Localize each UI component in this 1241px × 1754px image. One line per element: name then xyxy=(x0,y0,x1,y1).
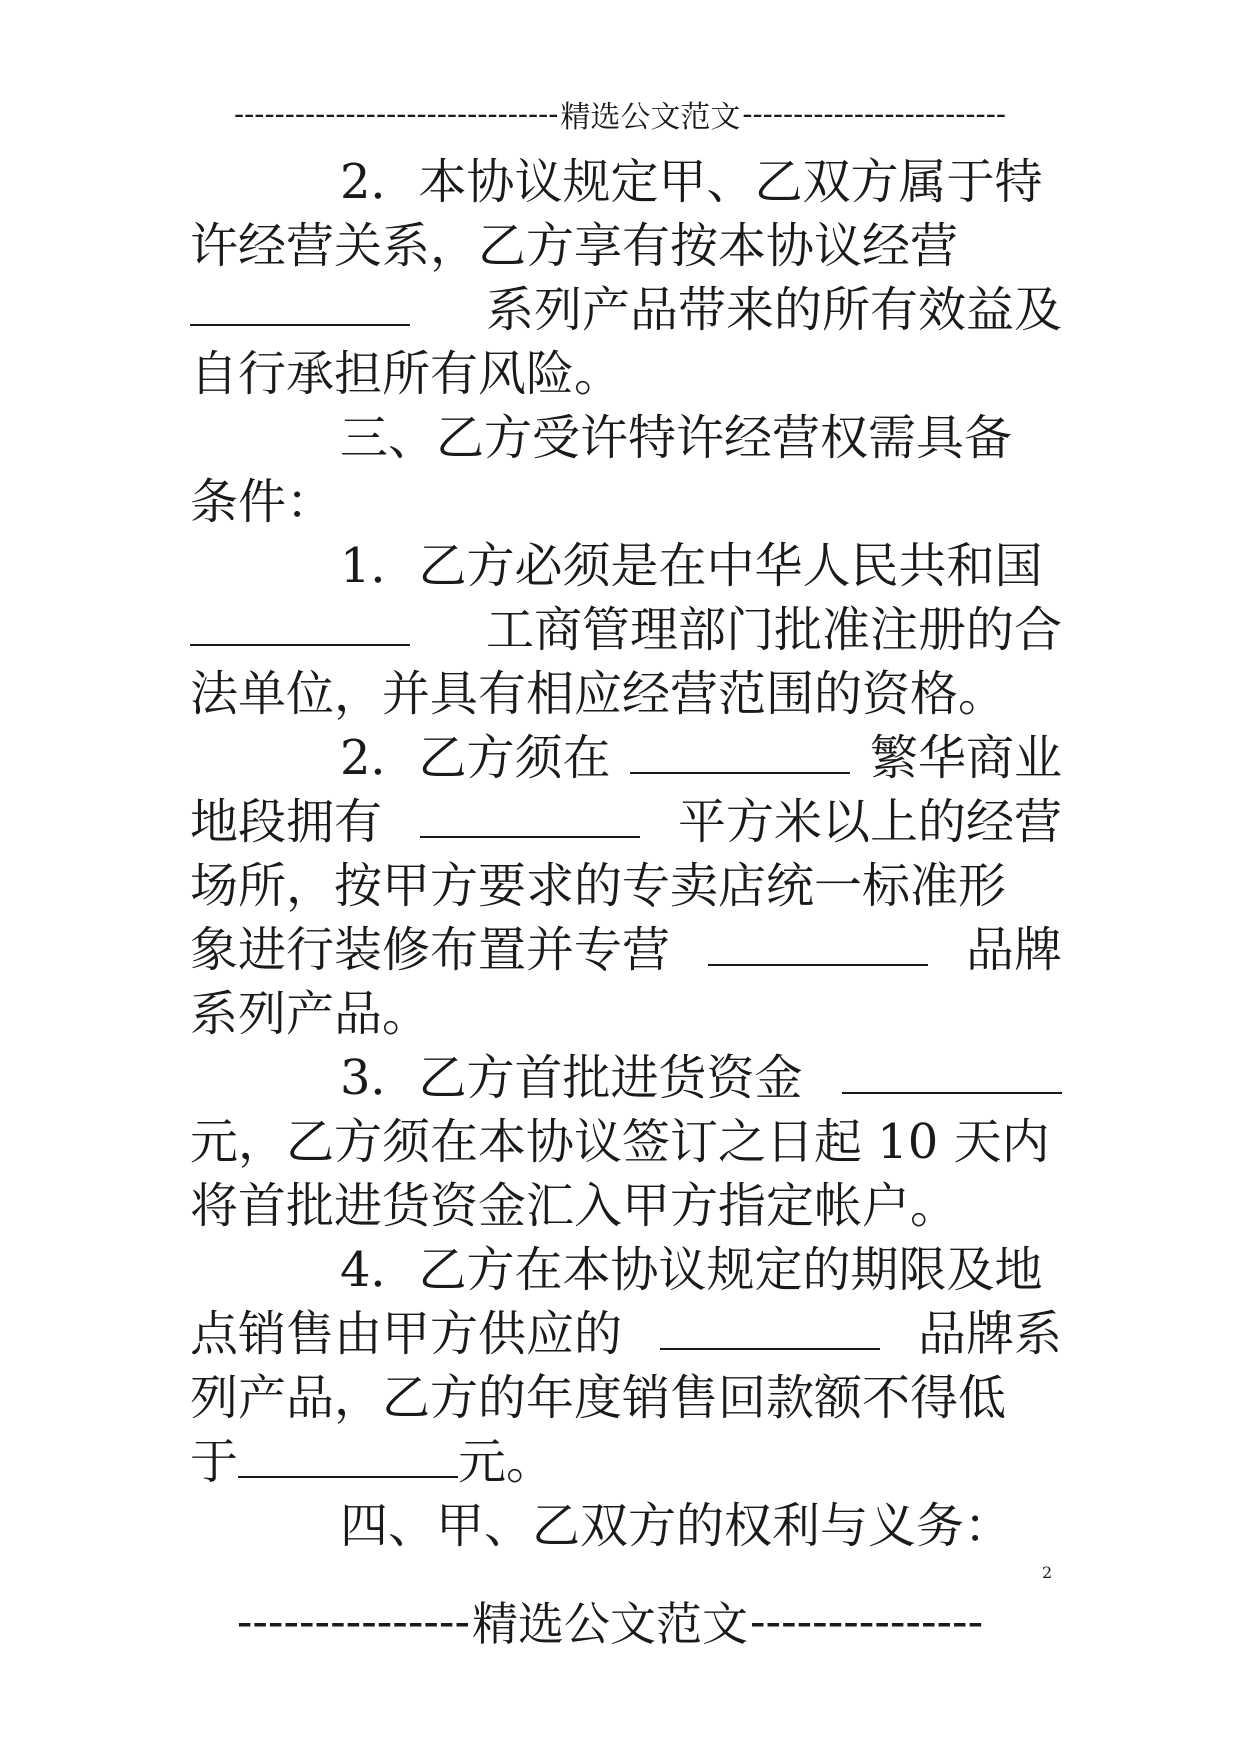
text-segment: 1．乙方必须是在中华人民共和国 xyxy=(340,538,1043,594)
footer-dashes-right: --------------- xyxy=(750,1594,984,1648)
text-segment: 2．乙方须在 xyxy=(340,730,611,786)
text-segment: 元。 xyxy=(458,1434,555,1490)
text-line xyxy=(190,1430,1062,1494)
text-segment: 法单位，并具有相应经营范围的资格。 xyxy=(190,666,1007,722)
text-line xyxy=(190,982,1062,1046)
text-line xyxy=(190,150,1062,214)
fill-in-blank xyxy=(842,1088,1062,1094)
text-line xyxy=(190,534,1062,598)
text-segment: 象进行装修布置并专营 xyxy=(190,922,671,978)
page-number: 2 xyxy=(1042,1563,1053,1582)
fill-in-blank xyxy=(708,960,928,966)
text-line xyxy=(190,1046,1062,1110)
text-line xyxy=(190,406,1062,470)
text-segment: 地段拥有 xyxy=(190,794,383,850)
text-segment: 许经营关系，乙方享有按本协议经营 xyxy=(190,218,959,274)
text-line xyxy=(190,854,1062,918)
page-footer xyxy=(190,1588,1030,1654)
text-line xyxy=(190,470,1062,534)
document-body xyxy=(190,150,1062,1558)
text-line xyxy=(190,278,1062,342)
fill-in-blank xyxy=(190,320,410,326)
text-line xyxy=(190,918,1062,982)
page-header xyxy=(190,92,1050,136)
text-line xyxy=(190,1110,1062,1174)
text-line xyxy=(190,1366,1062,1430)
text-segment: 于 xyxy=(190,1434,239,1490)
header-dashes-left: -------------------------------- xyxy=(234,96,559,132)
text-line xyxy=(190,662,1062,726)
text-segment: 自行承担所有风险。 xyxy=(190,346,623,402)
text-segment: 四、甲、乙双方的权利与义务： xyxy=(340,1498,1013,1554)
text-segment: 条件： xyxy=(190,474,335,530)
text-line xyxy=(190,726,1062,790)
text-line xyxy=(190,342,1062,406)
fill-in-blank xyxy=(238,1472,458,1478)
text-line xyxy=(190,1174,1062,1238)
text-segment: 系列产品带来的所有效益及 xyxy=(485,282,1062,338)
fill-in-blank xyxy=(630,768,850,774)
text-line xyxy=(190,1302,1062,1366)
header-title: 精选公文范文 xyxy=(560,100,741,135)
text-segment: 平方米以上的经营 xyxy=(677,794,1062,850)
fill-in-blank xyxy=(190,640,410,646)
footer-dashes-left: --------------- xyxy=(236,1594,470,1648)
text-segment: 将首批进货资金汇入甲方指定帐户。 xyxy=(190,1178,959,1234)
footer-title: 精选公文范文 xyxy=(472,1597,748,1651)
text-segment: 场所，按甲方要求的专卖店统一标准形 xyxy=(190,858,1007,914)
text-segment: 三、乙方受许特许经营权需具备 xyxy=(340,410,1013,466)
text-line xyxy=(190,790,1062,854)
text-line xyxy=(190,1238,1062,1302)
fill-in-blank xyxy=(420,832,640,838)
text-line xyxy=(190,598,1062,662)
text-segment: 点销售由甲方供应的 xyxy=(190,1306,623,1362)
text-line xyxy=(190,214,1062,278)
text-segment: 工商管理部门批准注册的合 xyxy=(485,602,1062,658)
header-dashes-right: -------------------------- xyxy=(742,96,1006,132)
text-segment: 3．乙方首批进货资金 xyxy=(340,1050,803,1106)
text-segment: 系列产品。 xyxy=(190,986,431,1042)
text-segment: 品牌 xyxy=(965,922,1062,978)
text-segment: 品牌系 xyxy=(917,1306,1062,1362)
text-segment: 4．乙方在本协议规定的期限及地 xyxy=(340,1242,1043,1298)
text-segment: 繁华商业 xyxy=(869,730,1062,786)
text-segment: 元，乙方须在本协议签订之日起 10 天内 xyxy=(190,1114,1050,1170)
text-line xyxy=(190,1494,1062,1558)
text-segment: 2．本协议规定甲、乙双方属于特 xyxy=(340,154,1043,210)
text-segment: 列产品，乙方的年度销售回款额不得低 xyxy=(190,1370,1007,1426)
fill-in-blank xyxy=(660,1344,880,1350)
